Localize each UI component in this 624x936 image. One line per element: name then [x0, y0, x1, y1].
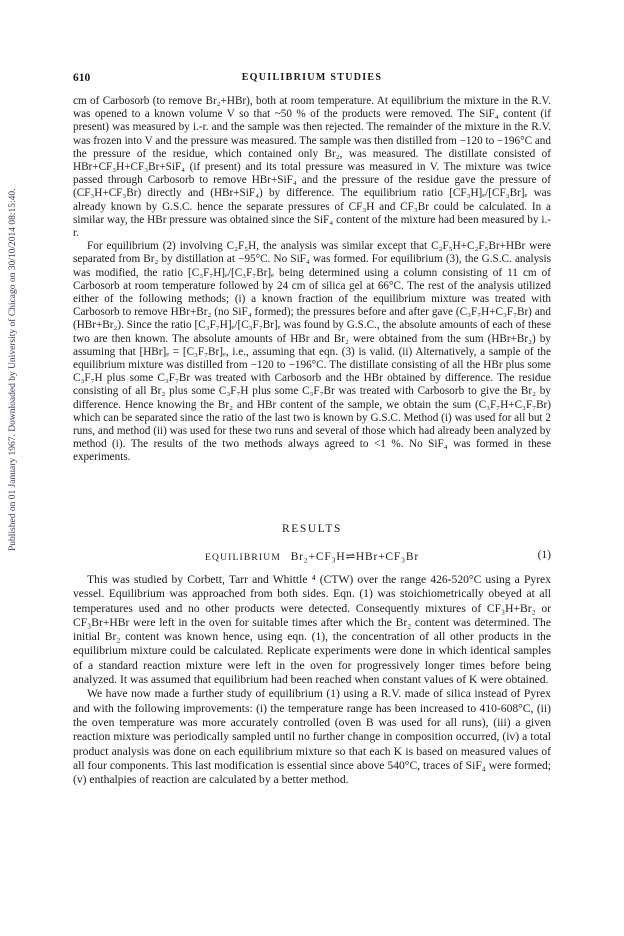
running-title: EQUILIBRIUM STUDIES	[241, 72, 383, 83]
equation-formula: Br₂+CF₃H⇌HBr+CF₃Br	[290, 551, 419, 563]
paragraph: This was studied by Corbett, Tarr and Whittle ⁴ (CTW) over the range 426-520°C using a Pyrex vessel. Equilibrium was approached from both sides. Eqn. (1) was stoichiometrically obeyed at all temperatures used and no other products were detected. Consequently mixtures of CF₃H+Br₂ or CF₃Br+HBr were left in the oven for suitable times after which the Br₂ content was determined. The initial Br₂ content was known hence, using eqn. (1), the concentration of all other products in the equilibrium mixture could be calculated. Replicate experiments were done in which identical samples of a standard reaction mixture were left in the oven for progressively longer times before being analyzed. It was assumed that equilibrium had been reached when constant values of K were obtained.	[73, 573, 551, 687]
equation-line	[73, 549, 551, 565]
equation-label: EQUILIBRIUM	[205, 553, 282, 563]
paragraph: For equilibrium (2) involving C₂F₅H, the analysis was similar except that C₂F₅H+C₂F₅Br+HBr were separated from Br₂ by distillation at −95°C. No SiF₄ was formed. For equilibrium (3), the G.S.C. analysis was modified, the ratio [C₃F₇H]ₑ/[C₃F₇Br]ₑ being determined using a column consisting of 11 cm of Carbosorb at room temperature followed by 24 cm of silica gel at 66°C. The rest of the analysis utilized either of the following methods; (i) a known fraction of the equilibrium mixture was treated with Carbosorb to remove HBr+Br₂ (no SiF₄ formed); the pressures before and after gave (C₃F₇H+C₃F₇Br) and (HBr+Br₂). Since the ratio [C₃F₇H]ₑ/[C₃F₇Br]ₑ was found by G.S.C., the absolute amounts of each of these two are then known. The absolute amounts of HBr and Br₂ were obtained from the sum (HBr+Br₂) by assuming that [HBr]ₑ = [C₃F₇Br]ₑ, i.e., assuming that eqn. (3) is valid. (ii) Alternatively, a sample of the equilibrium mixture was distilled from −120 to −196°C. The distillate consisting of all the HBr plus some C₃F₇H plus some C₃F₇Br was treated with Carbosorb and the HBr obtained by difference. The residue consisting of all Br₂ plus some C₃F₇H plus some C₃F₇Br was treated with Carbosorb to give the Br₂ by difference. Hence knowing the Br₂ and HBr content of the sample, we obtain the sum (C₃F₇H+C₃F₇Br) which can be separated since the ratio of the last two is known by G.S.C. Method (i) was used for all but 2 runs, and method (ii) was used for these two runs and several of those which had already been analyzed by method (i). The results of the two methods always agreed to <1 %. No SiF₄ was formed in these experiments.	[73, 240, 551, 464]
equation-number: (1)	[537, 549, 551, 561]
results-text	[73, 573, 551, 787]
page-header	[73, 72, 551, 88]
equation-body	[73, 549, 551, 563]
paragraph: We have now made a further study of equilibrium (1) using a R.V. made of silica instead of Pyrex and with the following improvements: (i) the temperature range has been increased to 410-608°C, (ii) the oven temperature was more accurately controlled (oven B was used for all runs), (iii) a given reaction mixture was periodically sampled until no further change in composition occurred, (iv) a total product analysis was done on each equilibrium mixture so that each K is based on measured values of all four components. This last modification is essential since above 540°C, traces of SiF₄ were formed; (v) enthalpies of reaction are calculated by a better method.	[73, 687, 551, 787]
section-heading-results: RESULTS	[282, 523, 342, 535]
publication-sidebar-note: Published on 01 January 1967. Downloaded by University of Chicago on 30/10/2014 08:15:40.	[8, 188, 18, 552]
page-number: 610	[73, 72, 91, 84]
methods-text	[73, 95, 551, 465]
paragraph: cm of Carbosorb (to remove Br₂+HBr), both at room temperature. At equilibrium the mixture in the R.V. was opened to a known volume V so that ~50 % of the products were removed. The SiF₄ content (if present) was measured by i.-r. and the sample was then rejected. The remainder of the mixture in the R.V. was frozen into V and the pressure was measured. The sample was then distilled from −120 to −196°C and the pressure of the residue, which contained only Br₂, was measured. The distillate consisted of HBr+CF₃H+CF₃Br+SiF₄ (if present) and its total pressure was measured in V. The mixture was twice passed through Carbosorb to remove HBr+SiF₄ and the pressure of the residue gave the pressure of (CF₃H+CF₃Br) directly and (HBr+SiF₄) by difference. The equilibrium ratio [CF₃H]ₑ/[CF₃Br]ₑ was already known by G.S.C. hence the separate pressures of CF₃H and CF₃Br could be calculated. In a similar way, the HBr pressure was obtained since the SiF₄ content of the mixture had been measured by i.-r.	[73, 95, 551, 240]
